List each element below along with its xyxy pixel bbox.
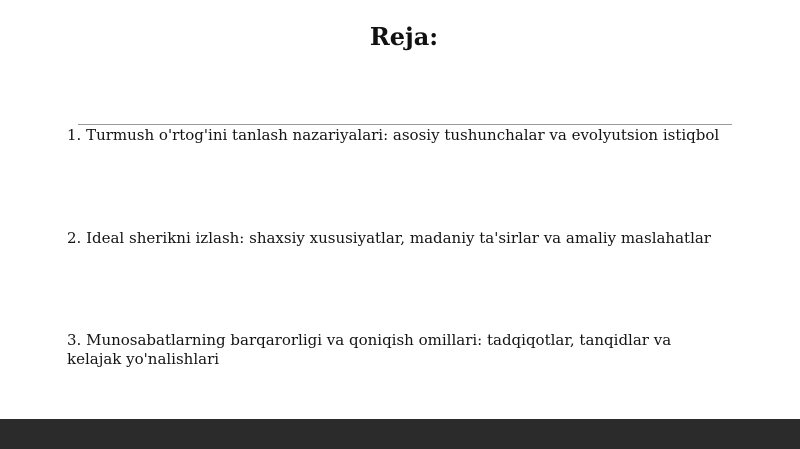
footer-bar [0,419,800,449]
plan-item-2: 2. Ideal sherikni izlash: shaxsiy xususiyatlar, madaniy ta'sirlar va amaliy maslahatlar [67,229,711,247]
plan-item-1: 1. Turmush o'rtog'ini tanlash nazariyalari: asosiy tushunchalar va evolyutsion istiqbol [67,126,720,144]
plan-item-3: 3. Munosabatlarning barqarorligi va qoniqish omillari: tadqiqotlar, tanqidlar va kelajak yo'nalishlari [67,331,672,368]
slide-title: Reja: [369,22,439,51]
divider-line [78,124,732,125]
